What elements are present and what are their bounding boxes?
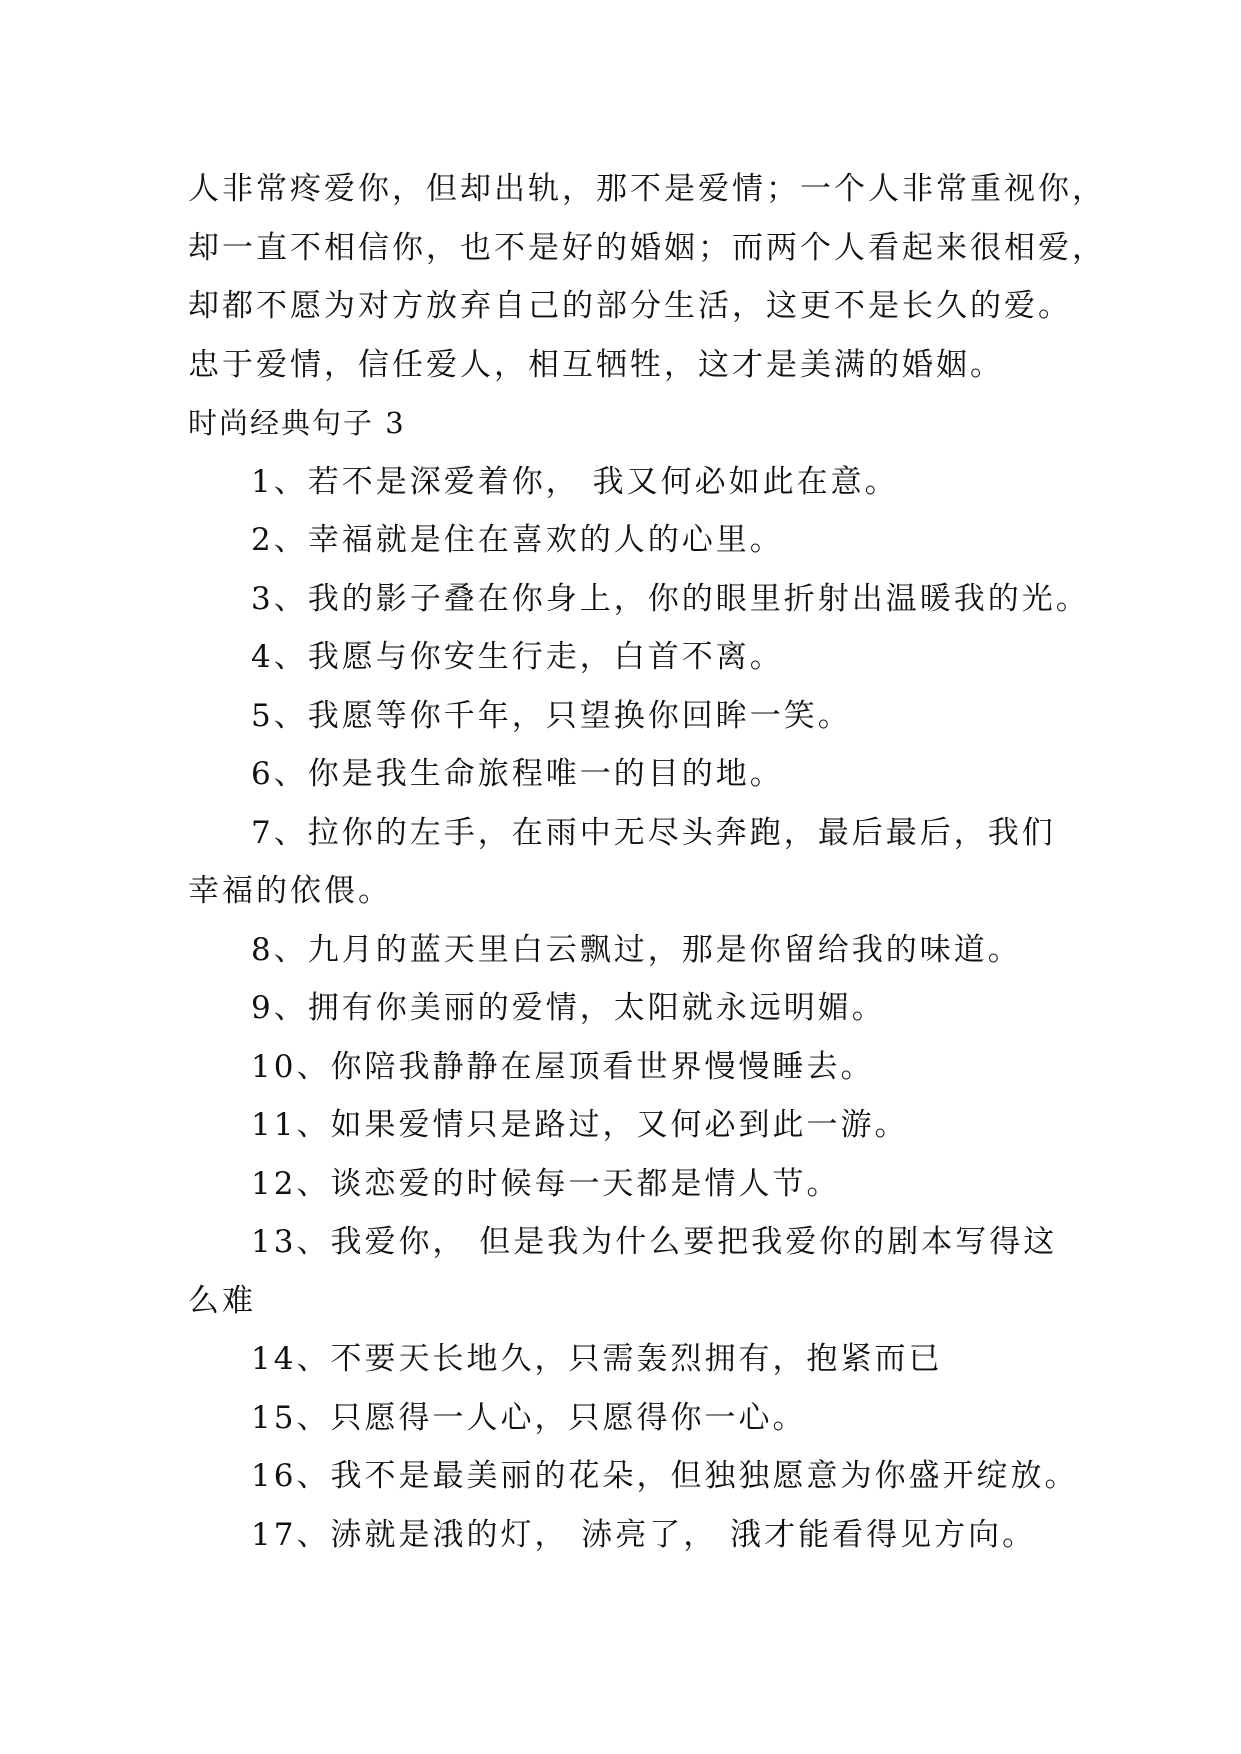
list-item: 15、只愿得一人心，只愿得你一心。 (251, 1399, 807, 1436)
paragraph-line: 人非常疼爱你，但却出轨，那不是爱情；一个人非常重视你， (188, 171, 1106, 207)
list-item: 11、如果爱情只是路过，又何必到此一游。 (251, 1107, 909, 1143)
list-item: 14、不要天长地久，只需轰烈拥有，抱紧而已 (251, 1341, 943, 1377)
paragraph-line: 忠于爱情，信任爱人，相互牺牲，这才是美满的婚姻。 (188, 346, 1004, 383)
list-item: 5、我愿等你千年，只望换你回眸一笑。 (251, 697, 852, 734)
list-item: 12、谈恋爱的时候每一天都是情人节。 (251, 1165, 841, 1202)
list-item: 16、我不是最美丽的花朵，但独独愿意为你盛开绽放。 (251, 1458, 1079, 1494)
list-item: 6、你是我生命旅程唯一的目的地。 (251, 756, 784, 792)
list-item: 7、拉你的左手，在雨中无尽头奔跑，最后最后，我们 (251, 814, 1056, 851)
list-item: 2、幸福就是住在喜欢的人的心里。 (251, 522, 784, 558)
list-item: 10、你陪我静静在屋顶看世界慢慢睡去。 (251, 1048, 875, 1085)
list-item: 8、九月的蓝天里白云飘过，那是你留给我的味道。 (251, 931, 1022, 968)
list-item-continuation: 么难 (188, 1282, 256, 1319)
document-page (188, 160, 1106, 1564)
list-item: 4、我愿与你安生行走，白首不离。 (251, 639, 784, 675)
list-item: 1、若不是深爱着你， 我又何必如此在意。 (251, 463, 899, 500)
list-item: 13、我爱你， 但是我为什么要把我爱你的剧本写得这 (251, 1224, 1058, 1260)
list-item: 17、浾就是涐的灯， 浾亮了， 涐才能看得见方向。 (251, 1516, 1037, 1553)
list-item: 3、我的影子叠在你身上，你的眼里折射出温暖我的光。 (251, 580, 1090, 617)
paragraph-line: 却一直不相信你，也不是好的婚姻；而两个人看起来很相爱， (188, 229, 1106, 266)
paragraph-line: 却都不愿为对方放弃自己的部分生活，这更不是长久的爱。 (188, 288, 1072, 324)
list-item-continuation: 幸福的依偎。 (188, 873, 392, 909)
list-item: 9、拥有你美丽的爱情，太阳就永远明媚。 (251, 990, 886, 1026)
section-heading: 时尚经典句子 3 (188, 406, 406, 440)
